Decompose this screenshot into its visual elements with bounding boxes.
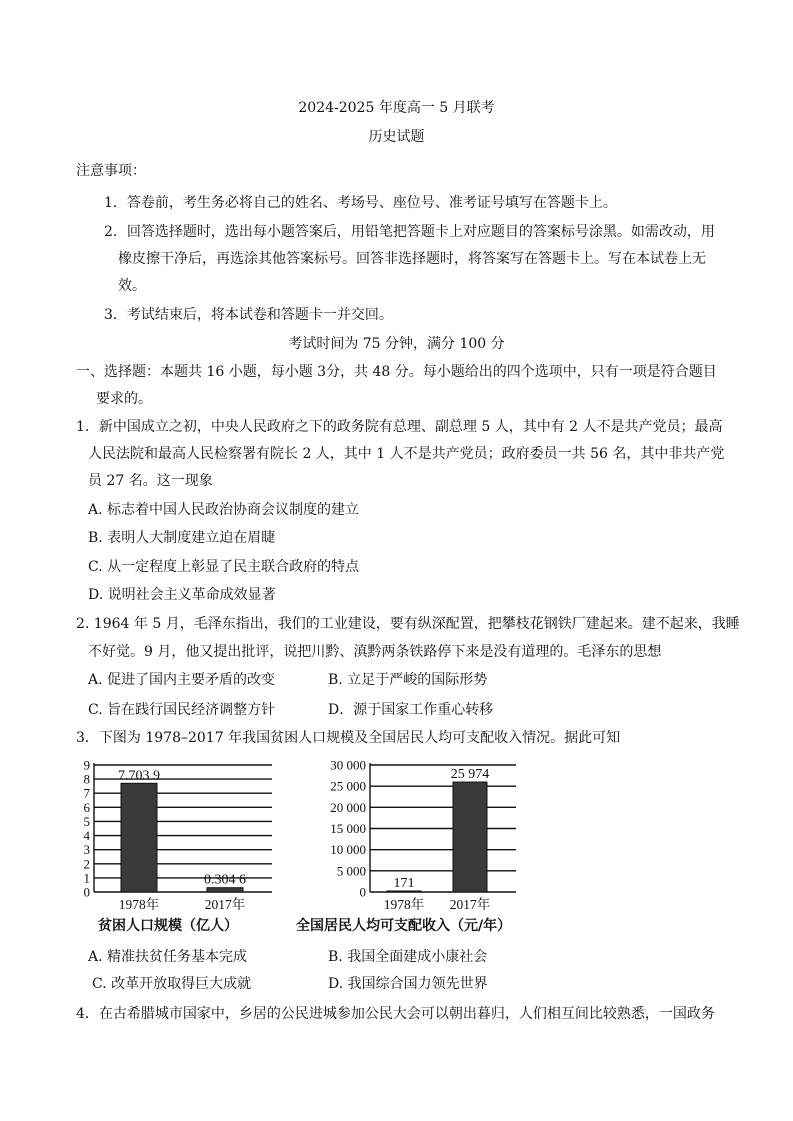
x-tick-label: 1978年 [383, 897, 425, 912]
y-tick-label: 0 [83, 884, 90, 900]
q2-option-a: A. 促进了国内主要矛盾的改变 [88, 672, 276, 688]
section-heading-line2: 要求的。 [96, 391, 152, 407]
y-tick-label: 10 000 [330, 842, 366, 858]
y-tick-label: 15 000 [330, 821, 366, 836]
x-tick-label: 1978年 [118, 897, 160, 912]
y-tick-label: 2 [83, 856, 90, 872]
q1-option-b: B. 表明人大制度建立迫在眉睫 [88, 530, 276, 546]
notes-heading: 注意事项： [76, 163, 146, 179]
data-label: 7.703 9 [118, 768, 160, 784]
q1-option-a: A. 标志着中国人民政治协商会议制度的建立 [88, 502, 360, 518]
q3-option-a: A. 精准扶贫任务基本完成 [88, 949, 248, 965]
note-item-1: 1．答卷前，考生务必将自己的姓名、考场号、座位号、准考证号填写在答题卡上。 [104, 195, 617, 211]
y-tick-label: 25 000 [330, 778, 366, 794]
y-tick-label: 0 [359, 884, 366, 900]
y-tick-label: 5 [83, 813, 90, 829]
data-label: 25 974 [450, 767, 490, 783]
note-item-2-line3: 效。 [118, 278, 146, 294]
y-tick-label: 7 [83, 785, 90, 801]
q2-option-b: B. 立足于严峻的国际形势 [328, 672, 488, 688]
poverty-bar-chart [72, 756, 282, 926]
q1-line2: 人民法院和最高人民检察署有院长 2 人，其中 1 人不是共产党员；政府委员一共 56 名，其中非共产党 [88, 446, 725, 462]
section-heading-line1: 一、选择题：本题共 16 小题，每小题 3分，共 48 分。每小题给出的四个选项中，只有一项是符合题目 [76, 364, 717, 380]
note-item-2-line2: 橡皮擦干净后，再选涂其他答案标号。回答非选择题时，将答案写在答题卡上。写在本试卷上无 [118, 251, 706, 267]
q2-line2: 不好觉。9 月，他又提出批评，说把川黔、滇黔两条铁路停下来是没有道理的。毛泽东的思想 [88, 644, 662, 660]
y-tick-label: 3 [83, 842, 90, 858]
y-tick-label: 30 000 [330, 757, 366, 773]
q3-option-d: D. 我国综合国力领先世界 [328, 976, 488, 992]
y-tick-label: 6 [83, 799, 90, 815]
y-tick-label: 4 [83, 828, 90, 844]
data-label: 0.304 6 [204, 872, 246, 888]
y-tick-label: 1 [83, 870, 90, 886]
bar [387, 891, 421, 892]
q1-option-d: D. 说明社会主义革命成效显著 [88, 587, 276, 603]
q2-line1: 2. 1964 年 5 月，毛泽东指出，我们的工业建设，要有纵深配置，把攀枝花钢铁厂建起来。建不起来，我睡 [76, 616, 740, 632]
poverty-chart-caption: 贫困人口规模（亿人） [98, 918, 238, 934]
q1-line3: 员 27 名。这一现象 [88, 473, 213, 489]
note-item-3: 3．考试结束后，将本试卷和答题卡一并交回。 [104, 307, 393, 323]
bar [453, 782, 487, 892]
exam-title: 2024-2025 年度高一 5 月联考 [298, 100, 495, 116]
x-tick-label: 2017年 [204, 897, 246, 912]
data-label: 171 [393, 876, 415, 891]
q1-line1: 1．新中国成立之初，中央人民政府之下的政务院有总理、副总理 5 人，其中有 2 人不是共产党员；最高 [76, 419, 723, 435]
x-tick-label: 2017年 [449, 897, 491, 912]
bar [207, 888, 243, 892]
bar [121, 783, 157, 892]
q3-option-b: B. 我国全面建成小康社会 [328, 949, 488, 965]
q3-stem: 3．下图为 1978–2017 年我国贫困人口规模及全国居民人均可支配收入情况。据此可知 [76, 730, 621, 746]
income-bar-chart [290, 756, 530, 926]
exam-info: 考试时间为 75 分钟，满分 100 分 [288, 336, 505, 352]
q2-option-c: C. 旨在践行国民经济调整方针 [88, 702, 276, 718]
q2-option-d: D．源于国家工作重心转移 [328, 702, 494, 718]
q1-option-c: C. 从一定程度上彰显了民主联合政府的特点 [88, 559, 360, 575]
exam-subject: 历史试题 [368, 129, 425, 145]
y-tick-label: 8 [83, 771, 90, 787]
y-tick-label: 20 000 [330, 799, 366, 815]
income-chart-caption: 全国居民人均可支配收入（元/年） [296, 918, 512, 934]
note-item-2-line1: 2．回答选择题时，选出每小题答案后，用铅笔把答题卡上对应题目的答案标号涂黑。如需改动，用 [104, 224, 715, 240]
q3-option-c: C. 改革开放取得巨大成就 [92, 976, 252, 992]
q4-line1: 4．在古希腊城市国家中，乡居的公民进城参加公民大会可以朝出暮归，人们相互间比较熟悉，一国政务 [76, 1006, 715, 1022]
y-tick-label: 5 000 [336, 863, 366, 879]
y-tick-label: 9 [83, 757, 90, 773]
